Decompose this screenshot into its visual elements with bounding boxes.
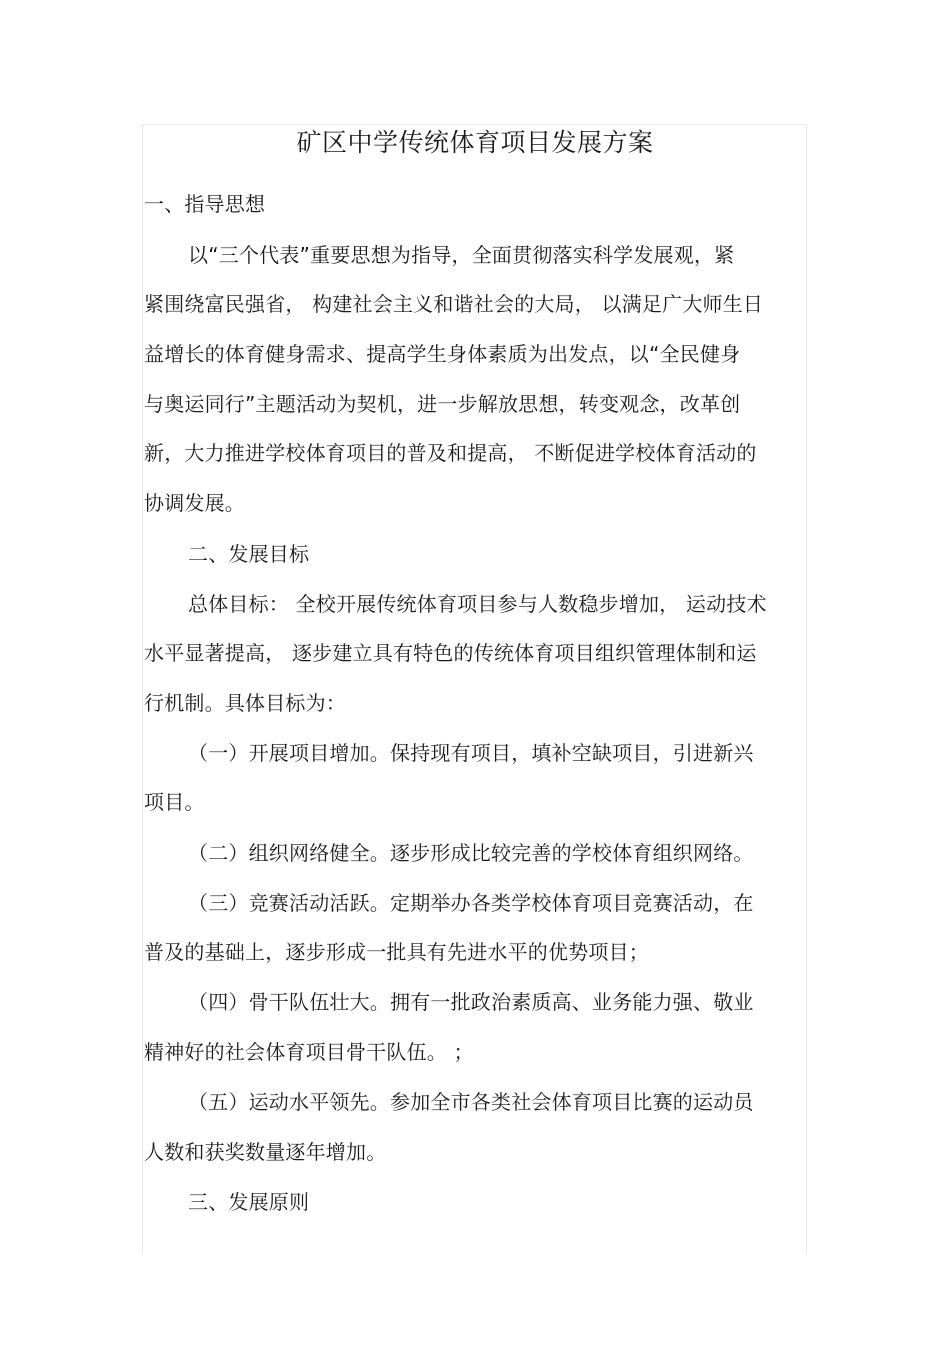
heading-development-principles: 三、发展原则 [188,1190,310,1214]
paragraph-line: 益增长的体育健身需求、提高学生身体素质为出发点，以“全民健身 [144,342,741,366]
paragraph-line: 行机制。具体目标为： [144,691,346,715]
paragraph-line: 协调发展。 [144,491,245,515]
goal-item-1: （一）开展项目增加。保持现有项目，填补空缺项目，引进新兴 [188,741,754,765]
paragraph-line: 新，大力推进学校体育项目的普及和提高， 不断促进学校体育活动的 [144,441,757,465]
paragraph-line: 以“三个代表”重要思想为指导，全面贯彻落实科学发展观，紧 [188,243,735,267]
paragraph-line: 项目。 [144,790,205,814]
heading-development-goals: 二、发展目标 [188,542,310,566]
goal-item-2: （二）组织网络健全。逐步形成比较完善的学校体育组织网络。 [188,841,754,865]
heading-guiding-ideology: 一、指导思想 [144,192,266,216]
paragraph-line: 人数和获奖数量逐年增加。 [144,1140,387,1164]
goal-item-3: （三）竞赛活动活跃。定期举办各类学校体育项目竞赛活动，在 [188,891,754,915]
paragraph-line: 普及的基础上，逐步形成一批具有先进水平的优势项目； [144,940,649,964]
goal-item-5: （五）运动水平领先。参加全市各类社会体育项目比赛的运动员 [188,1090,754,1114]
paragraph-line: 与奥运同行”主题活动为契机，进一步解放思想，转变观念，改革创 [144,392,741,416]
goal-item-4: （四）骨干队伍壮大。拥有一批政治素质高、业务能力强、敬业 [188,990,754,1014]
paragraph-line: 紧围绕富民强省， 构建社会主义和谐社会的大局， 以满足广大师生日 [144,292,764,316]
paragraph-line: 总体目标： 全校开展传统体育项目参与人数稳步增加， 运动技术 [188,592,767,616]
paragraph-line: 精神好的社会体育项目骨干队伍。 ； [144,1040,474,1064]
paragraph-line: 水平显著提高， 逐步建立具有特色的传统体育项目组织管理体制和运 [144,641,757,665]
document-title: 矿区中学传统体育项目发展方案 [296,128,654,157]
